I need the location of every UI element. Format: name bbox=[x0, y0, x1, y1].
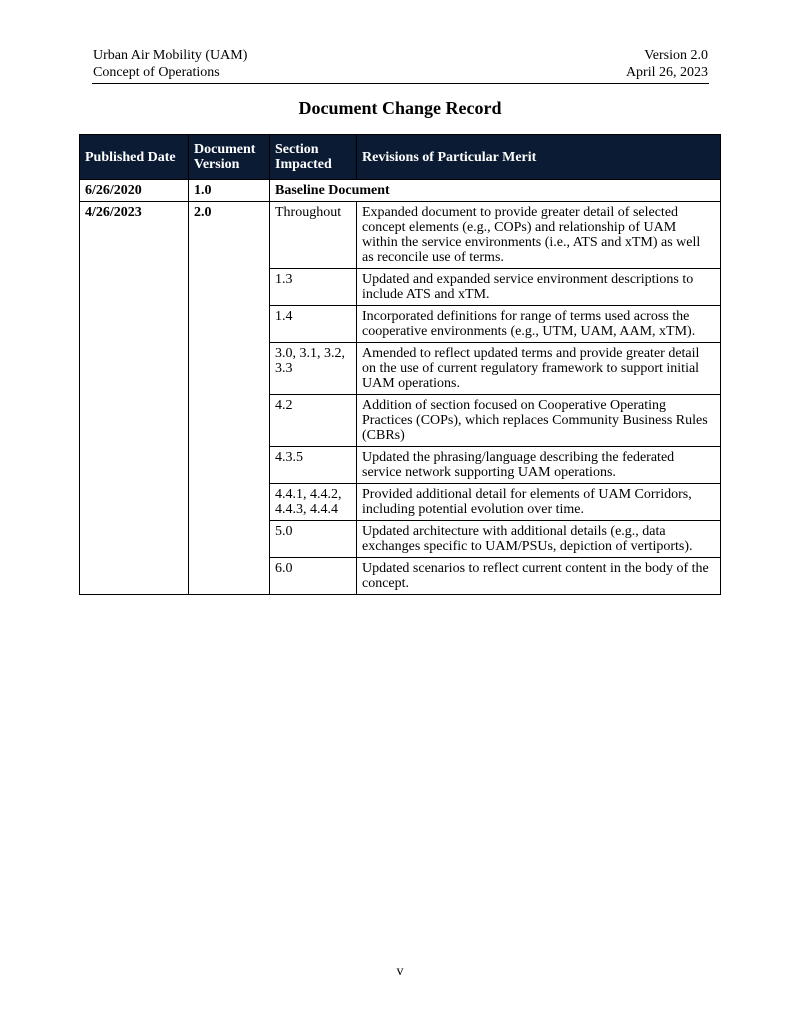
baseline-version: 1.0 bbox=[189, 180, 270, 202]
section-impacted: 5.0 bbox=[270, 521, 357, 558]
page-header bbox=[93, 47, 708, 81]
table-row bbox=[80, 202, 721, 269]
revision-text: Provided additional detail for elements of UAM Corridors, including potential evolution over time. bbox=[357, 484, 721, 521]
column-header-revisions: Revisions of Particular Merit bbox=[357, 135, 721, 180]
header-date: April 26, 2023 bbox=[625, 65, 708, 80]
change-record-table bbox=[79, 134, 721, 595]
release-date: 4/26/2023 bbox=[80, 202, 189, 595]
revision-text: Updated and expanded service environment descriptions to include ATS and xTM. bbox=[357, 269, 721, 306]
column-header-section-impacted: Section Impacted bbox=[270, 135, 357, 180]
section-impacted: 4.3.5 bbox=[270, 447, 357, 484]
table-header-row bbox=[80, 135, 721, 180]
header-divider bbox=[92, 83, 709, 84]
baseline-description: Baseline Document bbox=[270, 180, 721, 202]
column-header-document-version: Document Version bbox=[189, 135, 270, 180]
section-impacted: 6.0 bbox=[270, 558, 357, 595]
revision-text: Incorporated definitions for range of terms used across the cooperative environments (e.g., UTM, UAM, AAM, xTM). bbox=[357, 306, 721, 343]
section-impacted: 3.0, 3.1, 3.2, 3.3 bbox=[270, 343, 357, 395]
section-impacted: 4.4.1, 4.4.2, 4.4.3, 4.4.4 bbox=[270, 484, 357, 521]
page-number: v bbox=[396, 964, 404, 979]
document-title: Document Change Record bbox=[298, 98, 502, 118]
section-impacted: Throughout bbox=[270, 202, 357, 269]
baseline-date: 6/26/2020 bbox=[80, 180, 189, 202]
revision-text: Updated architecture with additional details (e.g., data exchanges specific to UAM/PSUs, depiction of vertiports). bbox=[357, 521, 721, 558]
header-version: Version 2.0 bbox=[644, 48, 708, 63]
table-row-baseline bbox=[80, 180, 721, 202]
revision-text: Expanded document to provide greater detail of selected concept elements (e.g., COPs) and relationship of UAM within the service environments (i.e., ATS and xTM) as well as reconcile use of terms. bbox=[357, 202, 721, 269]
section-impacted: 1.4 bbox=[270, 306, 357, 343]
section-impacted: 4.2 bbox=[270, 395, 357, 447]
column-header-published-date: Published Date bbox=[80, 135, 189, 180]
release-version: 2.0 bbox=[189, 202, 270, 595]
header-title-line2: Concept of Operations bbox=[93, 65, 220, 80]
revision-text: Addition of section focused on Cooperative Operating Practices (COPs), which replaces Community Business Rules (CBRs) bbox=[357, 395, 721, 447]
revision-text: Updated the phrasing/language describing the federated service network supporting UAM operations. bbox=[357, 447, 721, 484]
header-title-line1: Urban Air Mobility (UAM) bbox=[93, 48, 248, 63]
section-impacted: 1.3 bbox=[270, 269, 357, 306]
revision-text: Updated scenarios to reflect current content in the body of the concept. bbox=[357, 558, 721, 595]
revision-text: Amended to reflect updated terms and provide greater detail on the use of current regulatory framework to support initial UAM operations. bbox=[357, 343, 721, 395]
